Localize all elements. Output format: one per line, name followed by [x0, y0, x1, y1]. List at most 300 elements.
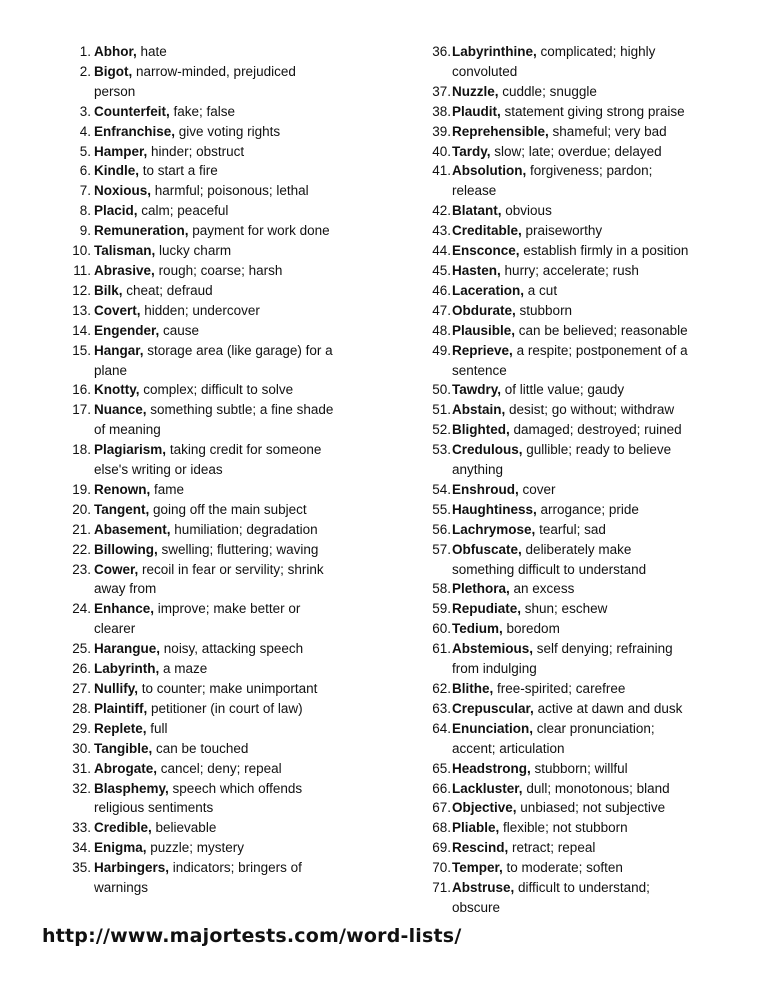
entry-word: Objective, — [452, 800, 517, 816]
word-entry — [424, 42, 729, 82]
source-url[interactable]: http://www.majortests.com/word-lists/ — [42, 925, 462, 947]
entry-word: Nullify, — [94, 681, 139, 696]
word-entry — [424, 779, 729, 799]
entry-word: Lachrymose, — [452, 521, 536, 537]
entry-number: 4. — [79, 123, 91, 139]
entry-body — [94, 719, 363, 739]
entry-definition: shun; eschew — [524, 601, 608, 617]
word-entry — [58, 500, 363, 520]
word-entry — [424, 341, 729, 381]
entry-number: 17. — [72, 402, 91, 418]
entry-word: Hamper, — [94, 143, 148, 159]
entry-number: 52. — [432, 422, 451, 438]
entry-definition: stubborn — [519, 302, 573, 318]
entry-body — [94, 838, 363, 858]
entry-definition: calm; peaceful — [141, 203, 229, 219]
entry-word: Plaudit, — [452, 103, 501, 119]
entry-definition: give voting rights — [178, 123, 281, 139]
entry-body — [452, 500, 729, 520]
entry-number: 61. — [432, 641, 451, 657]
entry-body — [452, 779, 729, 799]
entry-number: 54. — [432, 481, 451, 497]
word-entry — [58, 440, 363, 480]
entry-body — [94, 62, 363, 102]
entry-number: 14. — [72, 322, 91, 338]
entry-word: Enshroud, — [452, 481, 519, 497]
entry-word: Nuance, — [94, 402, 147, 418]
entry-number: 16. — [72, 382, 91, 398]
entry-definition: to moderate; soften — [506, 860, 623, 876]
entry-number: 62. — [432, 681, 451, 696]
entry-number: 32. — [72, 780, 91, 796]
entry-word: Pliable, — [452, 820, 500, 836]
word-entry — [58, 739, 363, 759]
entry-number: 18. — [72, 442, 91, 458]
entry-word: Labyrinthine, — [452, 44, 537, 59]
entry-word: Tedium, — [452, 621, 503, 637]
entry-body — [94, 221, 363, 241]
entry-body — [94, 102, 363, 122]
word-list-column-left — [58, 42, 363, 898]
entry-body — [94, 779, 363, 819]
entry-word: Plausible, — [452, 322, 516, 338]
entry-number: 13. — [72, 302, 91, 318]
entry-definition: fame — [154, 481, 185, 497]
entry-definition: to counter; make unimportant — [141, 681, 318, 696]
entry-body — [452, 261, 729, 281]
entry-body — [452, 639, 729, 679]
entry-number: 71. — [432, 880, 451, 896]
entry-definition: can be believed; reasonable — [518, 322, 688, 338]
entry-word: Enunciation, — [452, 720, 533, 736]
entry-word: Abstruse, — [452, 880, 515, 896]
entry-body — [94, 818, 363, 838]
word-entry — [58, 480, 363, 500]
entry-word: Bigot, — [94, 63, 133, 79]
word-entry — [424, 201, 729, 221]
word-entry — [424, 301, 729, 321]
entry-body — [452, 619, 729, 639]
entry-word: Nuzzle, — [452, 83, 499, 99]
entry-number: 19. — [72, 481, 91, 497]
entry-definition: tearful; sad — [539, 521, 606, 537]
entry-body — [452, 878, 729, 918]
entry-body — [94, 500, 363, 520]
word-entry — [58, 380, 363, 400]
entry-word: Harbingers, — [94, 860, 170, 876]
entry-word: Replete, — [94, 720, 147, 736]
entry-number: 59. — [432, 601, 451, 617]
entry-number: 35. — [72, 860, 91, 876]
word-entry — [58, 122, 363, 142]
word-entry — [424, 400, 729, 420]
word-entry — [58, 102, 363, 122]
entry-definition: swelling; fluttering; waving — [161, 541, 319, 557]
word-entry — [424, 858, 729, 878]
entry-body — [94, 659, 363, 679]
entry-body — [452, 818, 729, 838]
entry-definition: something subtle; a fine shade of meaning — [94, 402, 334, 438]
entry-word: Engender, — [94, 322, 160, 338]
entry-word: Kindle, — [94, 163, 140, 179]
entry-word: Repudiate, — [452, 601, 522, 617]
entry-definition: establish firmly in a position — [523, 243, 689, 259]
entry-word: Hasten, — [452, 262, 501, 278]
entry-number: 48. — [432, 322, 451, 338]
entry-definition: arrogance; pride — [540, 501, 639, 517]
entry-word: Haughtiness, — [452, 501, 537, 517]
entry-word: Obfuscate, — [452, 541, 522, 557]
word-entry — [58, 221, 363, 241]
entry-definition: lucky charm — [159, 243, 232, 259]
word-entry — [424, 440, 729, 480]
entry-body — [94, 321, 363, 341]
entry-definition: fake; false — [173, 103, 236, 119]
entry-word: Renown, — [94, 481, 151, 497]
entry-word: Tardy, — [452, 143, 491, 159]
entry-definition: active at dawn and dusk — [537, 700, 683, 716]
entry-word: Enhance, — [94, 601, 155, 617]
entry-word: Billowing, — [94, 541, 158, 557]
word-entry — [424, 818, 729, 838]
entry-number: 26. — [72, 661, 91, 677]
entry-definition: improve; make better or clearer — [94, 601, 301, 637]
entry-definition: free-spirited; carefree — [497, 681, 626, 696]
entry-word: Laceration, — [452, 282, 525, 298]
entry-definition: narrow-minded, prejudiced person — [94, 63, 296, 99]
entry-definition: desist; go without; withdraw — [509, 402, 675, 418]
word-entry — [424, 798, 729, 818]
entry-number: 60. — [432, 621, 451, 637]
entry-body — [452, 122, 729, 142]
entry-definition: unbiased; not subjective — [520, 800, 666, 816]
entry-body — [452, 858, 729, 878]
entry-body — [452, 221, 729, 241]
entry-number: 49. — [432, 342, 451, 358]
entry-definition: an excess — [513, 581, 575, 597]
word-entry — [424, 261, 729, 281]
entry-number: 69. — [432, 840, 451, 856]
entry-definition: hate — [140, 44, 167, 59]
word-entry — [58, 201, 363, 221]
word-entry — [424, 599, 729, 619]
entry-word: Creditable, — [452, 223, 522, 239]
word-entry — [424, 102, 729, 122]
word-entry — [58, 599, 363, 639]
entry-body — [94, 341, 363, 381]
word-entry — [424, 679, 729, 699]
entry-body — [94, 440, 363, 480]
entry-word: Remuneration, — [94, 223, 189, 239]
entry-number: 7. — [79, 183, 91, 199]
entry-definition: hidden; undercover — [144, 302, 260, 318]
entry-definition: cuddle; snuggle — [502, 83, 597, 99]
entry-body — [94, 480, 363, 500]
entry-body — [452, 759, 729, 779]
entry-number: 22. — [72, 541, 91, 557]
entry-number: 6. — [79, 163, 91, 179]
entry-body — [452, 281, 729, 301]
entry-body — [452, 719, 729, 759]
entry-body — [94, 261, 363, 281]
entry-word: Headstrong, — [452, 760, 531, 776]
word-entry — [424, 719, 729, 759]
entry-number: 15. — [72, 342, 91, 358]
entry-body — [94, 142, 363, 162]
word-entry — [424, 759, 729, 779]
entry-definition: payment for work done — [192, 223, 330, 239]
entry-number: 56. — [432, 521, 451, 537]
entry-body — [452, 301, 729, 321]
word-entry — [58, 42, 363, 62]
word-entry — [58, 400, 363, 440]
entry-definition: of little value; gaudy — [504, 382, 625, 398]
entry-number: 38. — [432, 103, 451, 119]
word-entry — [58, 520, 363, 540]
entry-definition: indicators; bringers of warnings — [94, 860, 302, 896]
word-entry — [424, 420, 729, 440]
word-entry — [424, 540, 729, 580]
word-entry — [424, 281, 729, 301]
entry-definition: a respite; postponement of a sentence — [452, 342, 688, 378]
entry-number: 40. — [432, 143, 451, 159]
entry-definition: speech which offends religious sentiments — [94, 780, 303, 816]
entry-definition: flexible; not stubborn — [503, 820, 628, 836]
entry-definition: shameful; very bad — [552, 123, 667, 139]
word-entry — [58, 779, 363, 819]
word-entry — [424, 321, 729, 341]
word-entry — [424, 639, 729, 679]
word-entry — [58, 62, 363, 102]
entry-number: 58. — [432, 581, 451, 597]
entry-definition: complex; difficult to solve — [143, 382, 294, 398]
entry-number: 24. — [72, 601, 91, 617]
entry-body — [452, 480, 729, 500]
entry-word: Credulous, — [452, 442, 523, 458]
entry-definition: cover — [522, 481, 556, 497]
entry-definition: damaged; destroyed; ruined — [513, 422, 682, 438]
entry-body — [452, 520, 729, 540]
entry-number: 30. — [72, 740, 91, 756]
entry-body — [452, 102, 729, 122]
entry-word: Labyrinth, — [94, 661, 160, 677]
word-entry — [424, 500, 729, 520]
word-entry — [424, 480, 729, 500]
entry-word: Credible, — [94, 820, 152, 836]
entry-word: Noxious, — [94, 183, 152, 199]
entry-word: Lackluster, — [452, 780, 523, 796]
entry-definition: going off the main subject — [153, 501, 307, 517]
entry-definition: obvious — [505, 203, 552, 219]
word-entry — [58, 560, 363, 600]
entry-word: Crepuscular, — [452, 700, 534, 716]
entry-body — [452, 699, 729, 719]
entry-word: Placid, — [94, 203, 138, 219]
entry-body — [94, 858, 363, 898]
entry-number: 44. — [432, 243, 451, 259]
entry-body — [452, 540, 729, 580]
entry-word: Hangar, — [94, 342, 144, 358]
entry-number: 65. — [432, 760, 451, 776]
entry-body — [94, 301, 363, 321]
entry-number: 70. — [432, 860, 451, 876]
entry-definition: deliberately make something difficult to understand — [452, 541, 647, 577]
entry-number: 11. — [73, 262, 91, 278]
entry-number: 23. — [72, 561, 91, 577]
entry-word: Abstemious, — [452, 641, 534, 657]
entry-body — [452, 798, 729, 818]
word-entry — [58, 818, 363, 838]
entry-number: 31. — [72, 760, 91, 776]
entry-word: Abrogate, — [94, 760, 158, 776]
entry-body — [452, 440, 729, 480]
entry-word: Blithe, — [452, 681, 494, 696]
entry-definition: noisy, attacking speech — [163, 641, 304, 657]
entry-body — [452, 838, 729, 858]
entry-number: 43. — [432, 223, 451, 239]
entry-number: 37. — [432, 83, 451, 99]
entry-number: 42. — [432, 203, 451, 219]
entry-definition: hurry; accelerate; rush — [504, 262, 639, 278]
entry-definition: can be touched — [156, 740, 249, 756]
word-entry — [58, 838, 363, 858]
entry-word: Covert, — [94, 302, 141, 318]
entry-definition: to start a fire — [142, 163, 218, 179]
entry-number: 39. — [432, 123, 451, 139]
entry-definition: a maze — [163, 661, 208, 677]
entry-definition: cheat; defraud — [126, 282, 213, 298]
entry-word: Abasement, — [94, 521, 171, 537]
entry-number: 25. — [72, 641, 91, 657]
word-entry — [424, 699, 729, 719]
word-entry — [58, 719, 363, 739]
word-entry — [424, 142, 729, 162]
entry-word: Ensconce, — [452, 243, 520, 259]
entry-definition: petitioner (in court of law) — [151, 700, 303, 716]
entry-number: 27. — [72, 681, 91, 696]
word-entry — [424, 838, 729, 858]
entry-definition: a cut — [527, 282, 558, 298]
entry-definition: taking credit for someone else's writing or ideas — [94, 442, 322, 478]
entry-definition: self denying; refraining from indulging — [452, 641, 673, 677]
entry-definition: clear pronunciation; accent; articulation — [452, 720, 655, 756]
entry-body — [452, 82, 729, 102]
word-entry — [58, 161, 363, 181]
entry-definition: forgiveness; pardon; release — [452, 163, 653, 199]
entry-word: Talisman, — [94, 243, 156, 259]
entry-word: Abrasive, — [94, 262, 155, 278]
word-entry — [58, 281, 363, 301]
word-entry — [58, 341, 363, 381]
entry-body — [452, 321, 729, 341]
entry-body — [94, 699, 363, 719]
entry-definition: gullible; ready to believe anything — [452, 442, 672, 478]
word-entry — [58, 699, 363, 719]
entry-word: Cower, — [94, 561, 139, 577]
entry-word: Tangent, — [94, 501, 150, 517]
entry-definition: hinder; obstruct — [151, 143, 245, 159]
entry-definition: storage area (like garage) for a plane — [94, 342, 333, 378]
entry-body — [452, 42, 729, 82]
entry-definition: harmful; poisonous; lethal — [154, 183, 309, 199]
word-entry — [58, 261, 363, 281]
entry-word: Enfranchise, — [94, 123, 176, 139]
entry-word: Tangible, — [94, 740, 153, 756]
entry-definition: puzzle; mystery — [150, 840, 245, 856]
entry-number: 33. — [72, 820, 91, 836]
entry-number: 47. — [432, 302, 451, 318]
entry-body — [94, 181, 363, 201]
entry-body — [94, 599, 363, 639]
entry-word: Plethora, — [452, 581, 510, 597]
entry-word: Blatant, — [452, 203, 502, 219]
entry-word: Knotty, — [94, 382, 140, 398]
entry-number: 50. — [432, 382, 451, 398]
entry-definition: statement giving strong praise — [504, 103, 685, 119]
word-entry — [58, 659, 363, 679]
entry-body — [94, 400, 363, 440]
entry-number: 46. — [432, 282, 451, 298]
entry-body — [452, 380, 729, 400]
word-entry — [424, 380, 729, 400]
entry-body — [452, 341, 729, 381]
entry-definition: cancel; deny; repeal — [160, 760, 282, 776]
entry-definition: praiseworthy — [525, 223, 603, 239]
word-entry — [424, 82, 729, 102]
entry-body — [94, 380, 363, 400]
entry-number: 29. — [72, 720, 91, 736]
entry-number: 51. — [432, 402, 451, 418]
entry-word: Counterfeit, — [94, 103, 170, 119]
entry-number: 34. — [72, 840, 91, 856]
entry-number: 53. — [432, 442, 451, 458]
entry-word: Reprehensible, — [452, 123, 549, 139]
word-entry — [424, 878, 729, 918]
word-entry — [58, 540, 363, 560]
entry-number: 12. — [72, 282, 91, 298]
word-entry — [424, 619, 729, 639]
entry-body — [94, 122, 363, 142]
entry-number: 21. — [72, 521, 91, 537]
entry-word: Bilk, — [94, 282, 123, 298]
word-entry — [424, 221, 729, 241]
entry-number: 41. — [432, 163, 451, 179]
entry-body — [452, 400, 729, 420]
entry-definition: dull; monotonous; bland — [526, 780, 670, 796]
entry-word: Harangue, — [94, 641, 161, 657]
entry-word: Absolution, — [452, 163, 527, 179]
word-entry — [58, 142, 363, 162]
entry-definition: believable — [155, 820, 217, 836]
word-entry — [58, 639, 363, 659]
entry-number: 8. — [79, 203, 91, 219]
entry-number: 20. — [72, 501, 91, 517]
word-entry — [424, 241, 729, 261]
entry-number: 3. — [79, 103, 91, 119]
entry-word: Abhor, — [94, 44, 137, 59]
entry-body — [94, 42, 363, 62]
word-entry — [58, 241, 363, 261]
word-entry — [58, 679, 363, 699]
entry-definition: full — [150, 720, 168, 736]
word-entry — [424, 520, 729, 540]
entry-definition: humiliation; degradation — [174, 521, 318, 537]
entry-body — [94, 639, 363, 659]
entry-body — [94, 679, 363, 699]
word-entry — [58, 181, 363, 201]
word-entry — [424, 122, 729, 142]
entry-body — [94, 161, 363, 181]
